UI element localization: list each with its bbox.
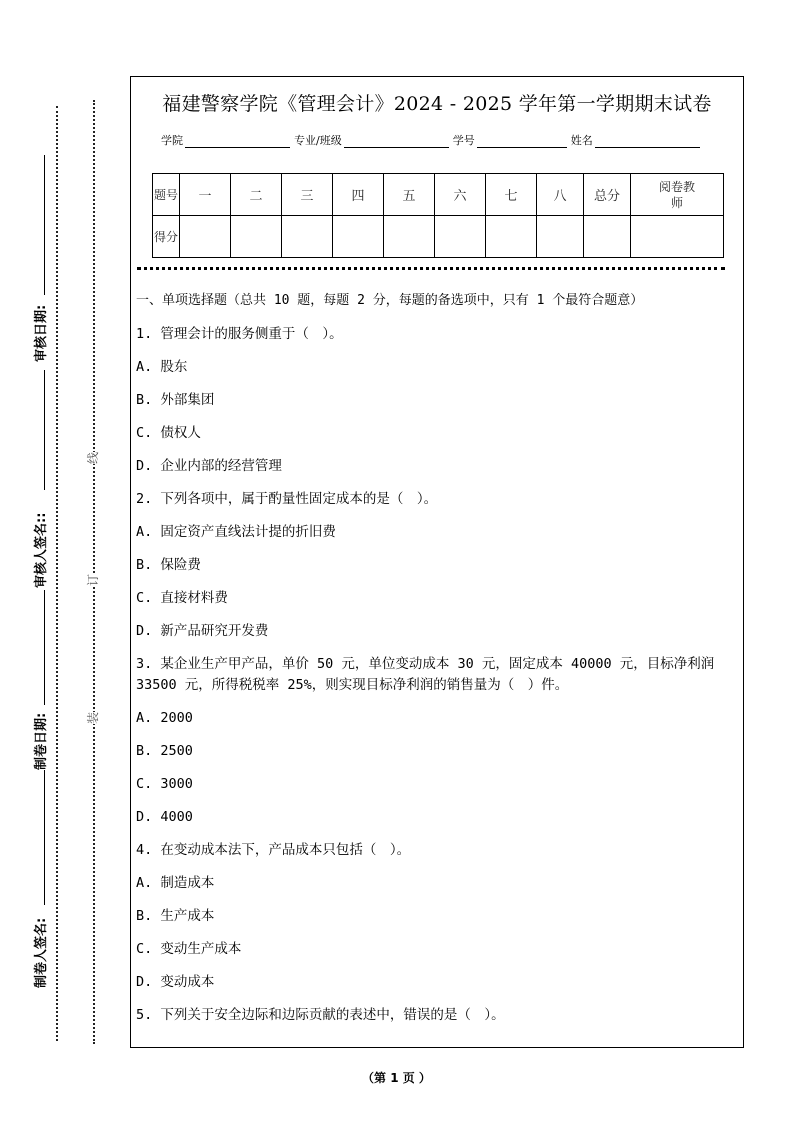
score-cell[interactable] bbox=[435, 216, 486, 258]
binding-char-line: 线 bbox=[86, 451, 101, 465]
option: D. 4000 bbox=[136, 809, 193, 825]
score-row bbox=[153, 216, 724, 258]
score-cell[interactable] bbox=[231, 216, 282, 258]
col-header: 五 bbox=[384, 174, 435, 216]
option: A. 股东 bbox=[136, 359, 188, 375]
score-cell[interactable] bbox=[537, 216, 584, 258]
question-stem: 5. 下列关于安全边际和边际贡献的表述中，错误的是（ ）。 bbox=[136, 1007, 505, 1023]
row-label-score: 得分 bbox=[153, 216, 180, 258]
student-info-row bbox=[161, 132, 704, 148]
col-header: 一 bbox=[180, 174, 231, 216]
student-id-label: 学号 bbox=[452, 134, 475, 147]
option: D. 企业内部的经营管理 bbox=[136, 458, 282, 474]
college-field[interactable] bbox=[185, 135, 290, 148]
option: C. 债权人 bbox=[136, 425, 201, 441]
question-stem: 3. 某企业生产甲产品，单价 50 元，单位变动成本 30 元，固定成本 40000 元，目标净利润 33500 元，所得税税率 25%，则实现目标净利润的销售量为（ ）件。 bbox=[136, 656, 715, 693]
college-label: 学院 bbox=[161, 134, 183, 147]
col-header-total: 总分 bbox=[584, 174, 631, 216]
signature-line bbox=[44, 370, 45, 490]
exam-page-frame bbox=[130, 76, 744, 1048]
option: C. 直接材料费 bbox=[136, 590, 228, 606]
signature-line bbox=[44, 155, 45, 295]
col-header: 八 bbox=[537, 174, 584, 216]
col-header: 三 bbox=[282, 174, 333, 216]
score-table bbox=[152, 173, 724, 258]
option: C. 3000 bbox=[136, 776, 193, 792]
option: D. 新产品研究开发费 bbox=[136, 623, 269, 639]
option: B. 保险费 bbox=[136, 557, 201, 573]
row-label-question-number: 题号 bbox=[153, 174, 180, 216]
col-header: 二 bbox=[231, 174, 282, 216]
major-class-label: 专业/班级 bbox=[294, 134, 342, 147]
score-cell[interactable] bbox=[180, 216, 231, 258]
student-id-field[interactable] bbox=[477, 135, 567, 148]
section-heading: 一、单项选择题（总共 10 题，每题 2 分，每题的备选项中，只有 1 个最符合题意） bbox=[136, 293, 644, 308]
binding-char-staple: 订 bbox=[86, 573, 101, 587]
score-cell[interactable] bbox=[486, 216, 537, 258]
option: A. 制造成本 bbox=[136, 875, 215, 891]
signature-line bbox=[44, 770, 45, 905]
question-section bbox=[136, 291, 739, 1038]
reviewer-signature-label: 审核人签名:: bbox=[34, 512, 49, 588]
option: B. 外部集团 bbox=[136, 392, 215, 408]
exam-title: 福建警察学院《管理会计》2024 - 2025 学年第一学期期末试卷 bbox=[162, 93, 712, 115]
option: D. 变动成本 bbox=[136, 974, 215, 990]
name-label: 姓名 bbox=[570, 134, 593, 147]
option: B. 生产成本 bbox=[136, 908, 215, 924]
binding-char-bind: 装 bbox=[86, 711, 101, 725]
option: A. 固定资产直线法计提的折旧费 bbox=[136, 524, 336, 540]
review-date-label: 审核日期: bbox=[34, 304, 49, 362]
score-cell[interactable] bbox=[282, 216, 333, 258]
major-class-field[interactable] bbox=[344, 135, 449, 148]
name-field[interactable] bbox=[595, 135, 700, 148]
col-header-grader: 阅卷教师 bbox=[631, 174, 724, 216]
col-header: 六 bbox=[435, 174, 486, 216]
option: A. 2000 bbox=[136, 710, 193, 726]
score-cell[interactable] bbox=[384, 216, 435, 258]
question-number-row bbox=[153, 174, 724, 216]
question-stem: 2. 下列各项中，属于酌量性固定成本的是（ ）。 bbox=[136, 491, 438, 507]
inner-dotted-line bbox=[93, 100, 95, 1044]
score-cell[interactable] bbox=[333, 216, 384, 258]
option: B. 2500 bbox=[136, 743, 193, 759]
signature-line bbox=[44, 590, 45, 705]
option: C. 变动生产成本 bbox=[136, 941, 242, 957]
col-header: 七 bbox=[486, 174, 537, 216]
page-number: （第 1 页 ） bbox=[362, 1071, 431, 1085]
compile-date-label: 制卷日期: bbox=[34, 712, 49, 770]
col-header: 四 bbox=[333, 174, 384, 216]
compiler-signature-label: 制卷人签名: bbox=[34, 917, 49, 988]
separator-dotted-line bbox=[137, 267, 725, 270]
question-stem: 1. 管理会计的服务侧重于（ ）。 bbox=[136, 326, 343, 342]
score-cell-total[interactable] bbox=[584, 216, 631, 258]
question-stem: 4. 在变动成本法下，产品成本只包括（ ）。 bbox=[136, 842, 411, 858]
outer-dotted-line bbox=[56, 106, 58, 1041]
score-cell-grader[interactable] bbox=[631, 216, 724, 258]
